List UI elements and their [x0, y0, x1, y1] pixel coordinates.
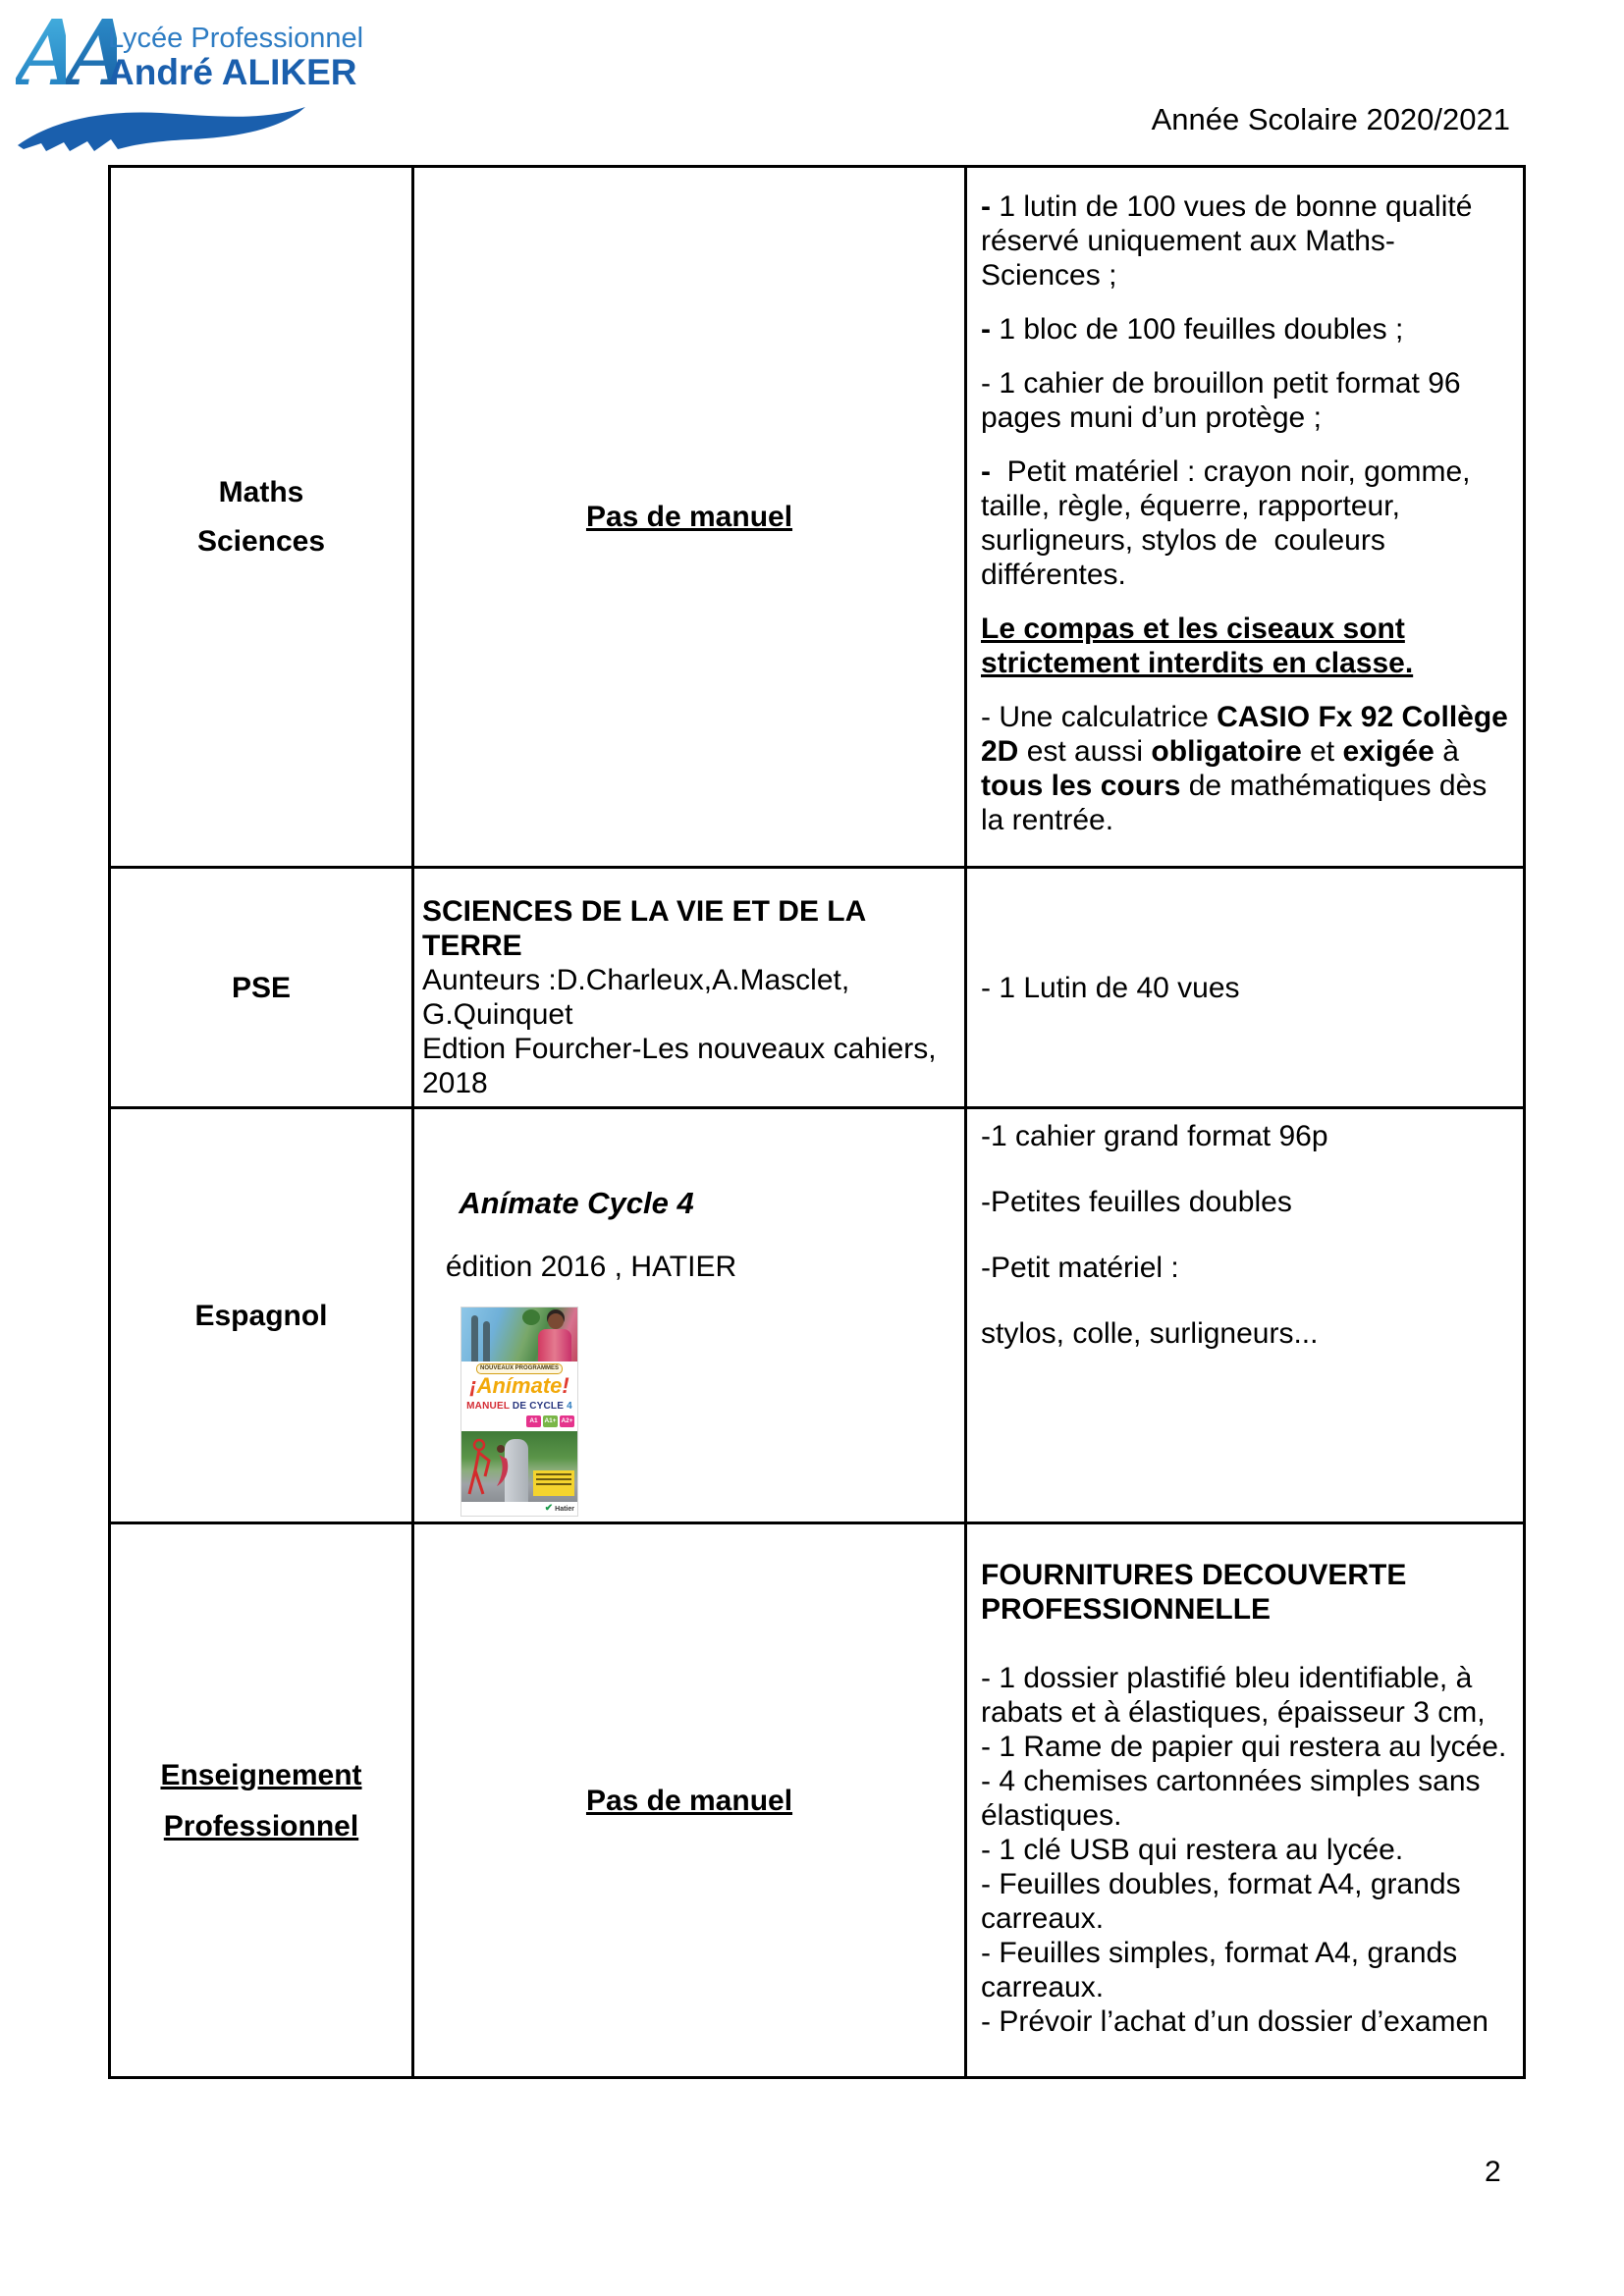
subject-cell-pse: PSE [111, 869, 414, 1109]
book-badge: NOUVEAUX PROGRAMMES [476, 1363, 563, 1374]
supplies-cell-enseignement-professionnel: FOURNITURES DECOUVERTE PROFESSIONNELLE - 1 dossier plastifié bleu identifiable, à rabats et à élastiques, épaisseur 3 cm, - 1 Rame de papier qui restera au lycée. - 4 chemises cartonnées simples sans élastiques. - 1 clé USB qui restera au lycée. - Feuilles doubles, format A4, grands carreaux. - Feuilles simples, format A4, grands carreaux. - Prévoir l’achat d’un dossier d’examen [981, 1559, 1507, 2038]
manual-cell-pse: SCIENCES DE LA VIE ET DE LA TERRE Aunteurs :D.Charleux,A.Masclet, G.Quinquet Edtion Fourcher-Les nouveaux cahiers, 2018 [414, 869, 967, 1109]
level-badge: A2+ [560, 1415, 574, 1427]
level-badge: A1+ [543, 1415, 558, 1427]
book-edition-line: édition 2016 , HATIER [445, 1251, 737, 1283]
school-type-label: Lycée Professionnel [108, 23, 364, 54]
person-head-shape [548, 1313, 564, 1329]
publisher-name: Hatier [555, 1505, 574, 1513]
book-cover-subtitle: MANUEL DE CYCLE 4 [466, 1401, 572, 1412]
subject-cell-espagnol: Espagnol [111, 1109, 414, 1524]
subject-cell-maths-sciences: Maths Sciences [111, 168, 414, 869]
book-level-badges [526, 1415, 574, 1427]
school-name-label: André ALIKER [108, 52, 357, 92]
hatier-check-icon: ✔ [544, 1503, 554, 1514]
book-cover-title: ¡Anímate! [469, 1373, 569, 1398]
manual-cell-espagnol [414, 1109, 967, 1524]
school-year-label: Année Scolaire 2020/2021 [1151, 102, 1510, 136]
publisher-strip [461, 1502, 577, 1516]
book-title-line: Anímate Cycle 4 [459, 1186, 694, 1220]
red-sculpture-shape [465, 1437, 516, 1498]
logo-text [108, 24, 363, 91]
logo-wave-icon [14, 100, 308, 153]
sagrada-spire-shape [483, 1321, 490, 1362]
supplies-cell-pse: - 1 Lutin de 40 vues [967, 869, 1523, 1109]
school-logo [14, 0, 364, 153]
sagrada-spire-shape [471, 1315, 478, 1362]
book-cover-animate [461, 1308, 577, 1516]
supplies-table [108, 165, 1526, 2079]
supplies-cell-espagnol: -1 cahier grand format 96p -Petites feuilles doubles -Petit matériel : stylos, colle, surligneurs... [967, 1109, 1523, 1524]
manual-cell-enseignement-professionnel: Pas de manuel [414, 1524, 967, 2076]
person-shirt-shape [538, 1329, 571, 1362]
logo-initials: AA [16, 0, 117, 106]
tree-shape [522, 1309, 540, 1325]
subject-cell-enseignement-professionnel: Enseignement Professionnel [111, 1524, 414, 2076]
supplies-cell-maths-sciences: - 1 lutin de 100 vues de bonne qualité réservé uniquement aux Maths-Sciences ; - 1 bloc de 100 feuilles doubles ; - 1 cahier de brouillon petit format 96 pages muni d’un protège ; - Petit matériel : crayon noir, gomme, taille, règle, équerre, rapporteur, surligneurs, stylos de couleurs différentes. Le compas et les ciseaux sont strictement interdits en classe. - Une calculatrice CASIO Fx 92 Collège 2D est aussi obligatoire et exigée à tous les cours de mathématiques dès la rentrée. [967, 168, 1523, 869]
page-number: 2 [1485, 2156, 1501, 2188]
level-badge: A1 [526, 1415, 541, 1427]
manual-cell-maths-sciences: Pas de manuel [414, 168, 967, 869]
book-cover-top-photo [461, 1308, 577, 1362]
